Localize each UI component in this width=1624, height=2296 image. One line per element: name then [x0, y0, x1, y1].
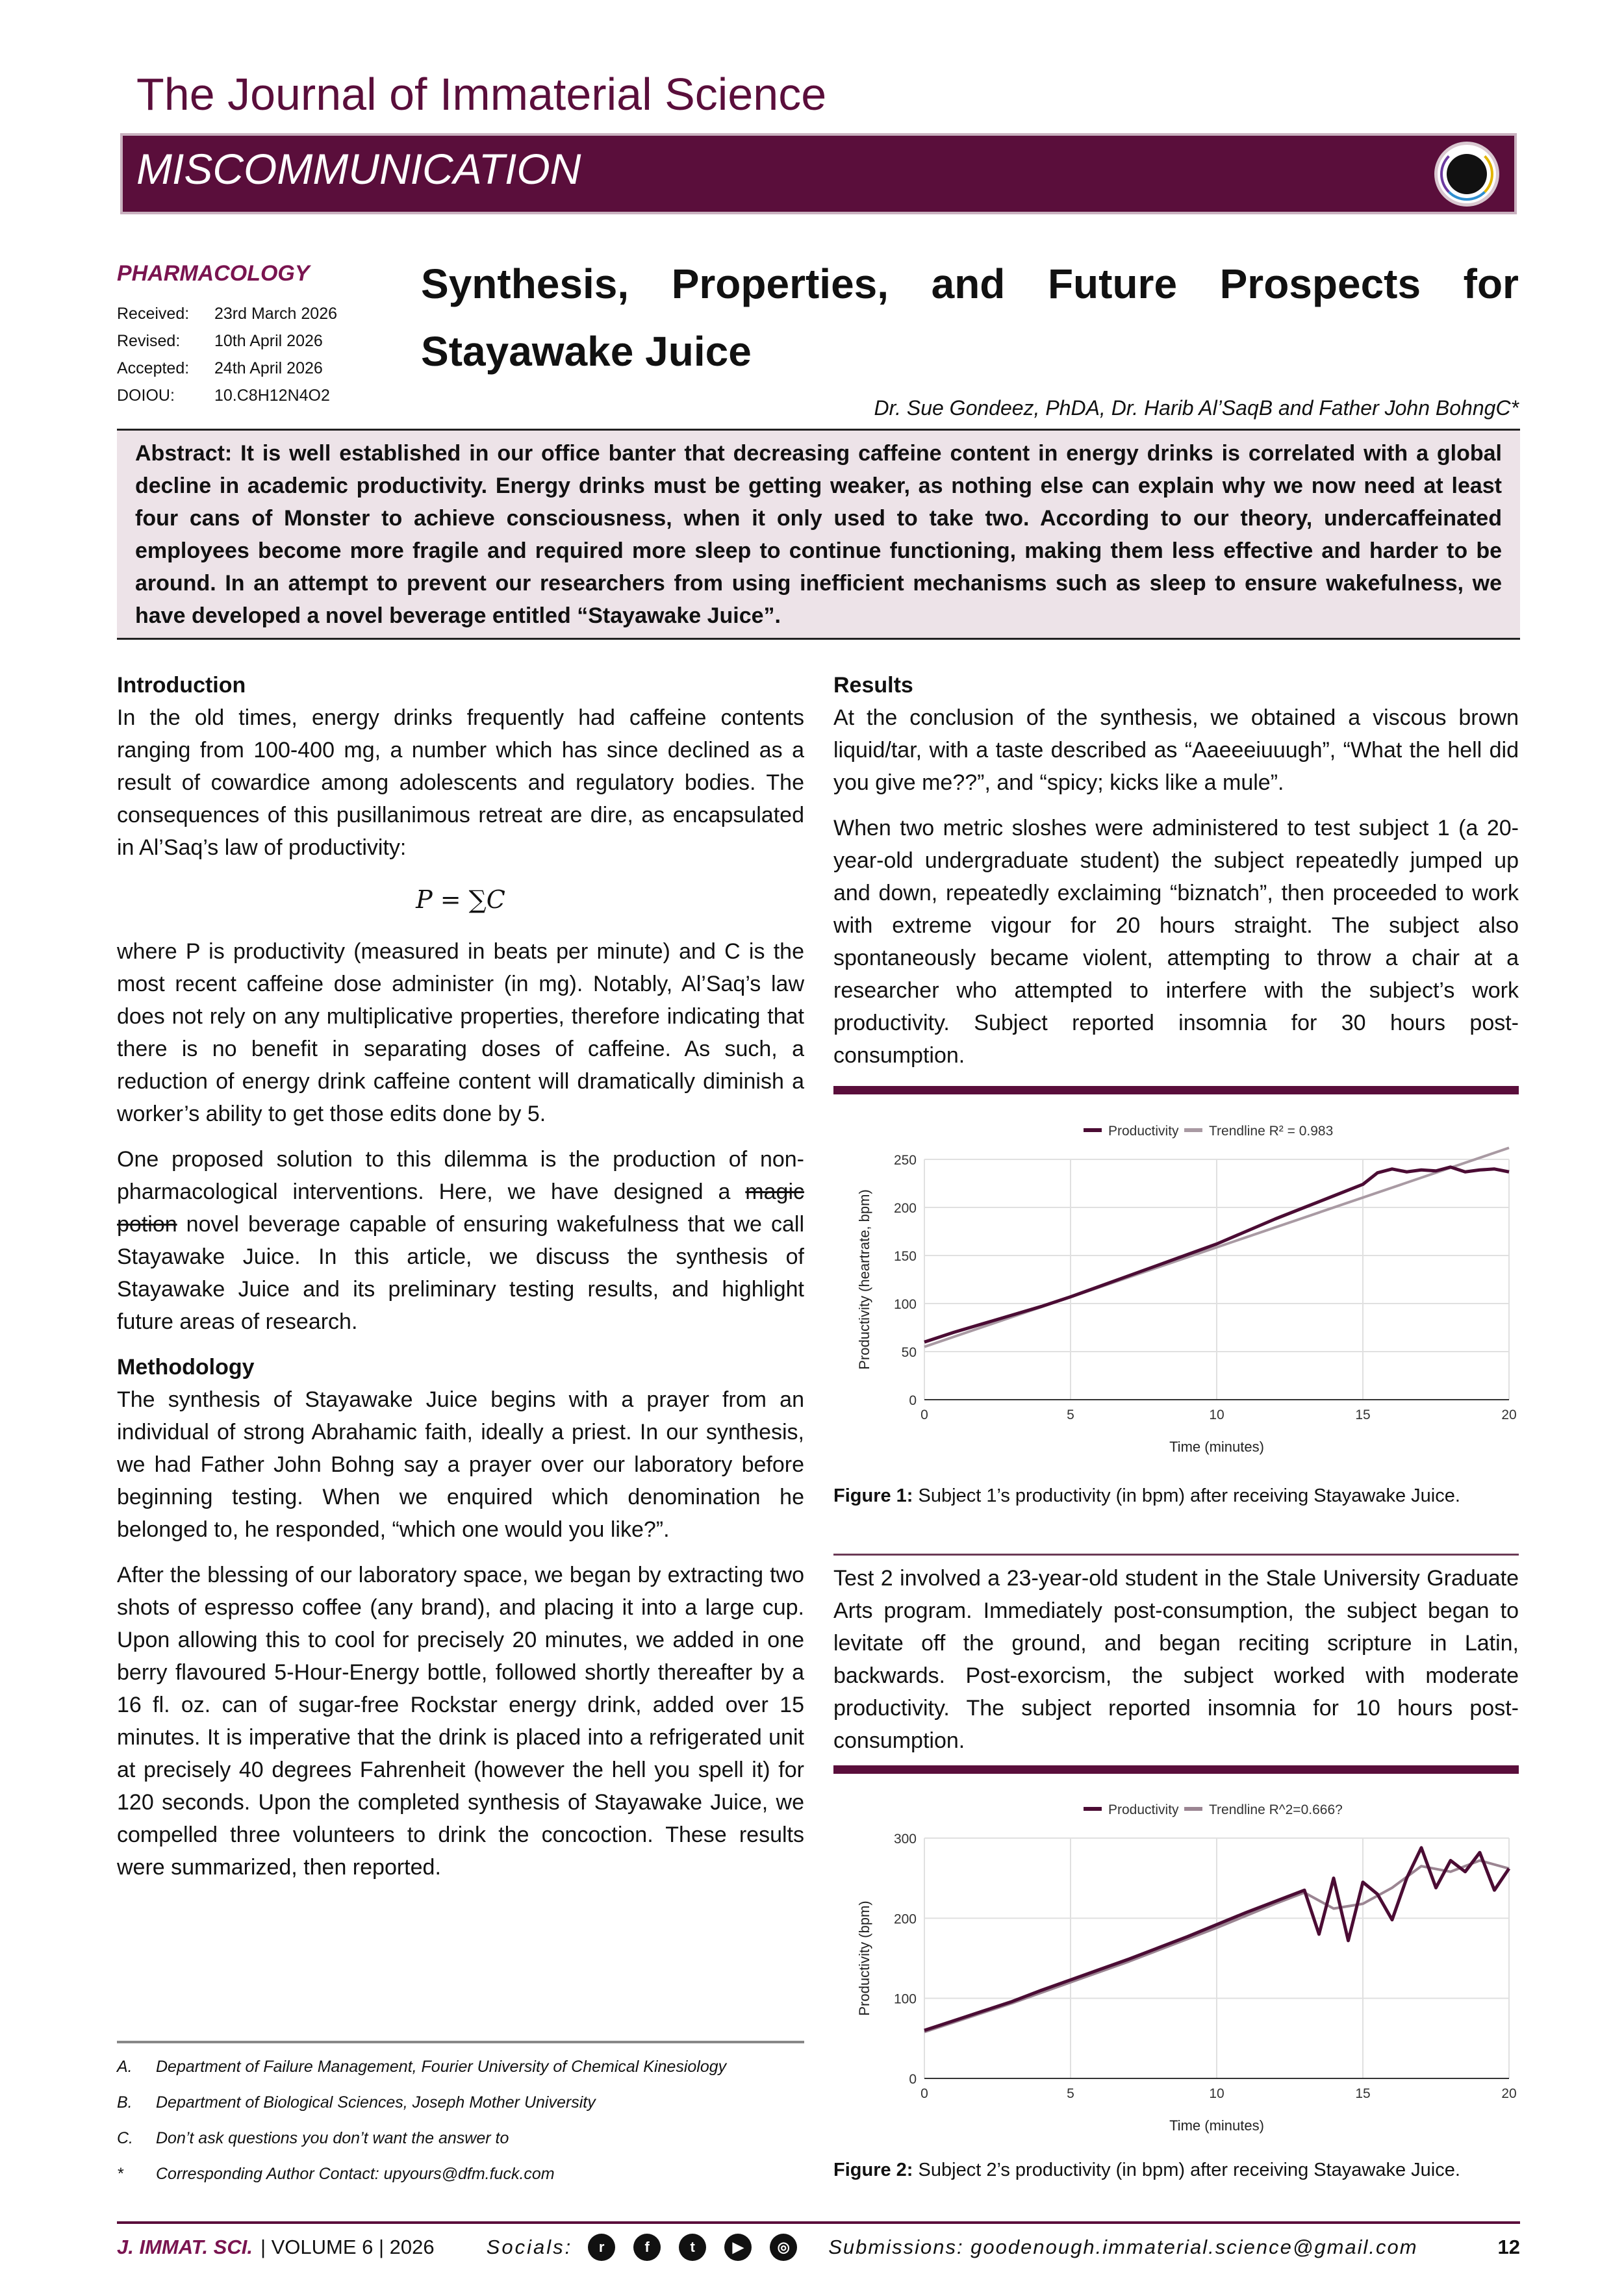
title-word: Properties,	[671, 260, 889, 307]
x-tick-label: 5	[1067, 1407, 1074, 1422]
authors: Dr. Sue Gondeez, PhDA, Dr. Harib Al’SaqB and Father John BohngC*	[874, 396, 1519, 420]
meta-label: DOIOU:	[117, 386, 175, 405]
facebook-icon[interactable]: f	[633, 2234, 661, 2261]
x-tick-label: 20	[1501, 1407, 1517, 1422]
left-column	[117, 669, 804, 1897]
footer-divider	[117, 2221, 1520, 2224]
title-word: Synthesis,	[421, 260, 629, 307]
y-tick-label: 250	[893, 1153, 917, 1168]
right-column	[833, 669, 1519, 1085]
title-word: Prospects	[1219, 260, 1421, 307]
formula: P = ∑C	[416, 885, 505, 914]
footnote-key: C.	[117, 2129, 133, 2147]
footnote-text: Don’t ask questions you don’t want the answer to	[156, 2129, 509, 2147]
results-paragraph: When two metric sloshes were administered to test subject 1 (a 20-year-old undergraduate student) the subject repeatedly jumped up and down, repeatedly exclaiming “biznatch”, then proceeded to work with extreme vigour for 20 hours straight. The subject also spontaneously became violent, attempting to throw a chair at a researcher who attempted to interfere with the subject’s work productivity. Subject reported insomnia for 30 hours post-consumption.	[833, 816, 1519, 1068]
page-number: 12	[1497, 2236, 1520, 2258]
methodology-paragraph: After the blessing of our laboratory space, we began by extracting two shots of espresso coffee (any brand), and placing it into a large cup. Upon allowing this to cool for precisely 20 minutes, we added in one berry flavoured 5-Hour-Energy bottle, followed shortly thereafter by a 16 fl. oz. can of sugar-free Rockstar energy drink, added over 15 minutes. It is imperative that the drink is placed into a refrigerated unit at precisely 40 degrees Fahrenheit (however the hell you spell it) for 120 seconds. Upon the completed synthesis of Stayawake Juice, we compelled three volunteers to drink the concoction. These results were summarized, then reported.	[117, 1563, 804, 1880]
footer-journal: J. IMMAT. SCI.	[117, 2236, 253, 2258]
figure-2-caption: Figure 2: Subject 2’s productivity (in bpm) after receiving Stayawake Juice.	[833, 2160, 1460, 2180]
instagram-icon[interactable]: ◎	[770, 2234, 797, 2261]
footnote-text: Corresponding Author Contact: upyours@dfm.fuck.com	[156, 2165, 555, 2183]
y-tick-label: 100	[893, 1991, 917, 2007]
methodology-paragraph: The synthesis of Stayawake Juice begins with a prayer from an individual of strong Abrahamic faith, ideally a priest. In our synthesis, we had Father John Bohng say a prayer over our laboratory before beginning testing. When we enquired which denomination he belonged to, he responded, “which one would you like?”.	[117, 1387, 804, 1542]
reddit-icon[interactable]: r	[588, 2234, 615, 2261]
figure-divider	[833, 1765, 1519, 1774]
title-word: and	[931, 260, 1006, 307]
paper-title: Synthesis, Properties, and Future Prospects for Stayawake Juice	[421, 250, 1519, 385]
x-tick-label: 0	[920, 1407, 928, 1422]
results-paragraph: Test 2 involved a 23-year-old student in the Stale University Graduate Arts program. Immediately post-consumption, the subject began to levitate off the ground, and began reciting scripture in Latin, backwards. Post-exorcism, the subject worked with moderate productivity. The subject reported insomnia for 10 hours post-consumption.	[833, 1566, 1519, 1753]
pen-nib-logo-icon	[1434, 142, 1499, 207]
meta-row	[117, 327, 337, 355]
legend-entry: Productivity	[1108, 1124, 1179, 1139]
footer-submissions[interactable]: Submissions: goodenough.immaterial.science@gmail.com	[828, 2236, 1418, 2258]
x-tick-label: 5	[1067, 2086, 1074, 2101]
meta-value: 24th April 2026	[214, 359, 323, 377]
figure-1-caption: Figure 1: Subject 1’s productivity (in bpm) after receiving Stayawake Juice.	[833, 1485, 1460, 1506]
y-tick-label: 50	[901, 1345, 917, 1360]
y-axis-label: Productivity (heartrate, bpm)	[856, 1189, 872, 1370]
y-tick-label: 0	[909, 1393, 917, 1408]
footnote	[117, 2156, 804, 2192]
y-tick-label: 150	[893, 1249, 917, 1264]
intro-paragraph: One proposed solution to this dilemma is the production of non-pharmacological interventions. Here, we have designed a magic potion novel beverage capable of ensuring wakefulness that we call Stayawake Juice. In this article, we discuss the synthesis of Stayawake Juice and its preliminary testing results, and highlight future areas of research.	[117, 1147, 804, 1334]
legend-entry: Trendline R² = 0.983	[1209, 1124, 1334, 1139]
footnote	[117, 2085, 804, 2121]
banner-title: MISCOMMUNICATION	[136, 145, 581, 193]
footnote	[117, 2121, 804, 2156]
meta-row	[117, 355, 337, 382]
footer-volume: | VOLUME 6 | 2026	[260, 2236, 435, 2258]
journal-title: The Journal of Immaterial Science	[136, 69, 827, 120]
meta-value: 10th April 2026	[214, 332, 323, 350]
y-tick-label: 200	[893, 1201, 917, 1216]
meta-value: 23rd March 2026	[214, 305, 338, 323]
meta-label: Received:	[117, 305, 190, 323]
methodology-heading: Methodology	[117, 1355, 255, 1380]
meta-row	[117, 382, 337, 409]
footer-socials-label: Socials:	[486, 2236, 573, 2258]
footnote	[117, 2049, 804, 2085]
results-heading: Results	[833, 673, 913, 698]
footnote-text: Department of Biological Sciences, Joseph Mother University	[156, 2093, 596, 2112]
meta-value: 10.C8H12N4O2	[214, 386, 330, 405]
meta-row	[117, 300, 337, 327]
divider	[833, 1554, 1519, 1556]
figure-1-chart	[833, 1104, 1519, 1468]
x-tick-label: 15	[1355, 1407, 1371, 1422]
meta-label: Accepted:	[117, 359, 190, 377]
title-word: Future	[1047, 260, 1178, 307]
footnote-text: Department of Failure Management, Fourier University of Chemical Kinesiology	[156, 2058, 727, 2076]
footnote-key: *	[117, 2165, 123, 2183]
footnotes	[117, 2049, 804, 2192]
twitter-icon[interactable]: t	[679, 2234, 706, 2261]
intro-paragraph: In the old times, energy drinks frequently had caffeine contents ranging from 100-400 mg, a number which has since declined as a result of cowardice among adolescents and regulatory bodies. The consequences of this pusillanimous retreat are dire, as encapsulated in Al’Saq’s law of productivity:	[117, 705, 804, 860]
footnote-divider	[117, 2041, 804, 2043]
x-axis-label: Time (minutes)	[1169, 1439, 1264, 1455]
figure-divider	[833, 1086, 1519, 1094]
youtube-icon[interactable]: ▶	[724, 2234, 752, 2261]
footnote-key: B.	[117, 2093, 133, 2112]
abstract: Abstract: It is well established in our office banter that decreasing caffeine content in energy drinks is correlated with a global decline in academic productivity. Energy drinks must be getting weaker, as nothing else can explain why we now need at least four cans of Monster to achieve consciousness, when it only used to take two. According to our theory, undercaffeinated employees become more fragile and required more sleep to continue functioning, making them less effective and harder to be around. In an attempt to prevent our researchers from using inefficient mechanisms such as sleep to ensure wakefulness, we have developed a novel beverage entitled “Stayawake Juice”.	[117, 429, 1520, 640]
meta-label: Revised:	[117, 332, 181, 350]
intro-paragraph: where P is productivity (measured in beats per minute) and C is the most recent caffeine dose administer (in mg). Notably, Al’Saq’s law does not rely on any multiplicative properties, therefore indicating that there is no benefit in separating doses of caffeine. As such, a reduction of energy drink caffeine content will dramatically diminish a worker’s ability to get those edits done by 5.	[117, 939, 804, 1126]
figure-2-chart	[833, 1783, 1519, 2147]
x-tick-label: 0	[920, 2086, 928, 2101]
section-tag: PHARMACOLOGY	[117, 261, 310, 286]
x-tick-label: 15	[1355, 2086, 1371, 2101]
legend-entry: Trendline R^2=0.666?	[1209, 1802, 1343, 1817]
x-tick-label: 20	[1501, 2086, 1517, 2101]
results-paragraph: At the conclusion of the synthesis, we obtained a viscous brown liquid/tar, with a taste described as “Aaeeeiuuugh”, “What the hell did you give me??”, and “spicy; kicks like a mule”.	[833, 705, 1519, 795]
y-tick-label: 100	[893, 1297, 917, 1312]
y-tick-label: 0	[909, 2072, 917, 2087]
x-tick-label: 10	[1209, 2086, 1224, 2101]
title-word: for	[1463, 260, 1519, 307]
footer	[117, 2231, 1520, 2264]
article-dates	[117, 300, 337, 409]
x-axis-label: Time (minutes)	[1169, 2117, 1264, 2134]
y-tick-label: 200	[893, 1911, 917, 1927]
intro-heading: Introduction	[117, 673, 246, 698]
footnote-key: A.	[117, 2058, 133, 2076]
y-tick-label: 300	[893, 1832, 917, 1847]
y-axis-label: Productivity (bpm)	[856, 1900, 872, 2016]
legend-entry: Productivity	[1108, 1802, 1179, 1817]
x-tick-label: 10	[1209, 1407, 1224, 1422]
